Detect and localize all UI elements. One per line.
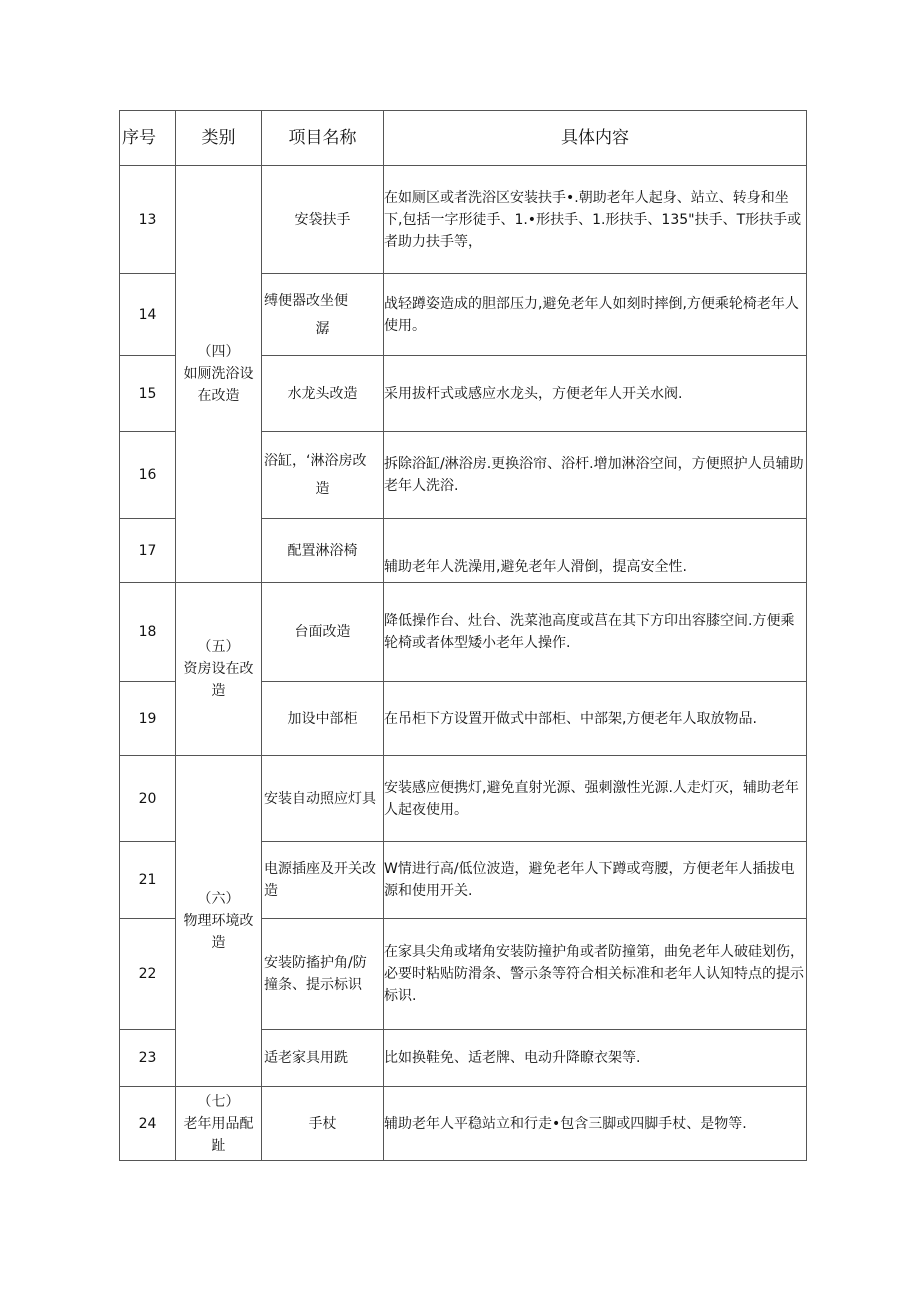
- item-content: W情进行高/低位波造，避免老年人下蹲或弯腰，方便老年人插拔电源和使用开关.: [384, 842, 807, 919]
- category-cell: [176, 1087, 262, 1161]
- item-name: 台面改造: [262, 583, 384, 682]
- item-name: 安袋扶手: [262, 166, 384, 274]
- item-name: [262, 432, 384, 519]
- row-no: 24: [120, 1087, 176, 1161]
- item-content: 降低操作台、灶台、洗菜池高度或莒在其下方印出容膝空间.方便乘轮椅或者体型矮小老年人操作.: [384, 583, 807, 682]
- table-row: [120, 166, 807, 274]
- row-no: 19: [120, 682, 176, 756]
- category-cell: [176, 166, 262, 583]
- item-name: 手杖: [262, 1087, 384, 1161]
- category-title: 物理环境改造: [183, 913, 254, 951]
- item-name: 适老家具用跣: [262, 1030, 384, 1087]
- row-no: 16: [120, 432, 176, 519]
- item-name: 加设中部柜: [262, 682, 384, 756]
- item-name: 水龙头改造: [262, 356, 384, 432]
- table-row: [120, 1087, 807, 1161]
- items-table: [119, 110, 807, 1161]
- item-name-line2: 造: [315, 481, 330, 497]
- item-name: 配置淋浴椅: [262, 519, 384, 583]
- item-content: 拆除浴缸/淋浴房.更换浴帘、浴杆.增加淋浴空间，方便照护人员辅助老年人洗浴.: [384, 432, 807, 519]
- category-label: （四）: [197, 344, 240, 360]
- item-name-line1: 浴缸，‘淋浴房改: [264, 453, 367, 469]
- category-title: 如厕洗浴设在改造: [183, 366, 254, 404]
- header-category: 类别: [176, 111, 262, 166]
- row-no: 15: [120, 356, 176, 432]
- row-no: 14: [120, 274, 176, 356]
- row-no: 17: [120, 519, 176, 583]
- item-content: 在吊柜下方设置开做式中部柜、中部架,方便老年人取放物品.: [384, 682, 807, 756]
- category-title: 资房设在改造: [183, 661, 254, 699]
- item-content: 采用拔杆式或感应水龙头，方便老年人开关水阀.: [384, 356, 807, 432]
- table-row: [120, 756, 807, 842]
- header-no: 序号: [120, 111, 176, 166]
- item-name: 安装防搐护角/防撞条、提示标识: [262, 919, 384, 1030]
- header-name: 项目名称: [262, 111, 384, 166]
- row-no: 13: [120, 166, 176, 274]
- header-content: 具体内容: [384, 111, 807, 166]
- category-cell: [176, 583, 262, 756]
- row-no: 22: [120, 919, 176, 1030]
- item-name: [262, 274, 384, 356]
- table-row: [120, 583, 807, 682]
- item-content: 辅助老年人洗澡用,避免老年人滑倒，提高安全性.: [384, 519, 807, 583]
- item-name-line2: 潺: [315, 320, 330, 337]
- category-label: （六）: [197, 891, 240, 907]
- category-title: 老年用品配趾: [183, 1115, 254, 1154]
- item-content: 比如换鞋免、适老牌、电动升降瞭衣架等.: [384, 1030, 807, 1087]
- item-content: 在家具尖角或堵角安装防撞护角或者防撞第，曲免老年人破硅划伤，必要时粘贴防滑条、警示条等符合相关标准和老年人认知特点的提示标识.: [384, 919, 807, 1030]
- category-label: （五）: [197, 639, 240, 655]
- item-content: 安装感应便携灯,避免直射光源、强刺激性光源.人走灯灭，辅助老年人起夜使用。: [384, 756, 807, 842]
- row-no: 18: [120, 583, 176, 682]
- category-cell: [176, 756, 262, 1087]
- item-name: 安装自动照应灯具: [262, 756, 384, 842]
- item-name-line1: 缚便器改坐便: [264, 292, 348, 309]
- row-no: 21: [120, 842, 176, 919]
- item-content: 战轻蹲姿造成的胆部压力,避免老年人如刻时摔倒,方便乘轮椅老年人使用。: [384, 274, 807, 356]
- header-row: [120, 111, 807, 166]
- category-label: （七）: [197, 1093, 240, 1110]
- item-name: 电源插座及开关改造: [262, 842, 384, 919]
- item-content: 在如厕区或者洗浴区安装扶手•.朝助老年人起身、站立、转身和坐下,包括一字形徒手、1.•形扶手、1.形扶手、135"扶手、T形扶手或者助力扶手等，: [384, 166, 807, 274]
- item-content: 辅助老年人平稳站立和行走•包含三脚或四脚手杖、是物等.: [384, 1087, 807, 1161]
- row-no: 20: [120, 756, 176, 842]
- row-no: 23: [120, 1030, 176, 1087]
